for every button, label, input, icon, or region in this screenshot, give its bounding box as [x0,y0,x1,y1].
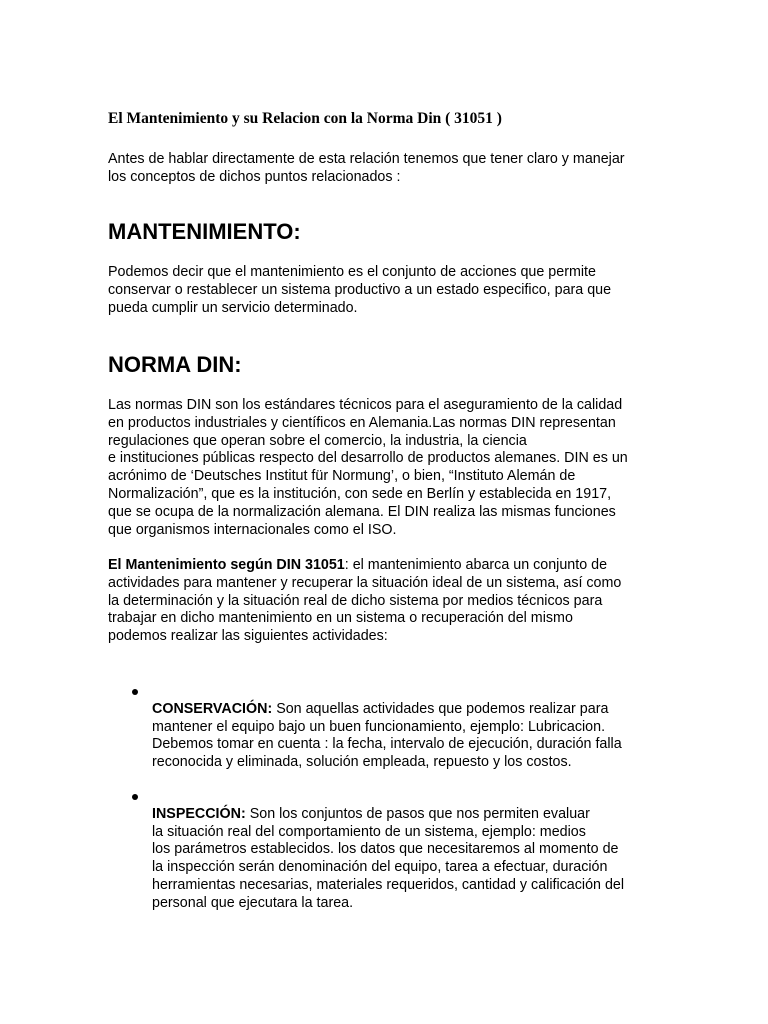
din-31051-text: : el mantenimiento abarca un conjunto de actividades para mantener y recuperar la situación ideal de un sistema, así como la determinación y la situación real de dicho sistema por medios técnicos para trabajar en dicho mantenimiento en un sistema o recuperación del mismo podemos realizar las siguientes actividades: [108,557,622,645]
intro-paragraph: Antes de hablar directamente de esta relación tenemos que tener claro y manejar los conceptos de dichos puntos relacionados : [108,151,625,185]
activity-label: INSPECCIÓN: [152,805,246,822]
section-heading-mantenimiento: MANTENIMIENTO: [108,219,301,244]
section-heading-norma-din: NORMA DIN: [108,352,242,377]
din-31051-paragraph [108,557,621,646]
activity-label: CONSERVACIÓN: [152,700,273,717]
bullet-icon [132,794,138,800]
activity-text: Son los conjuntos de pasos que nos permiten evaluar la situación real del comportamiento de un sistema, ejemplo: medios los parámetros establecidos. los datos que necesitaremos al momento de la inspección serán denominación del equipo, tarea a efectuar, duración herramientas necesarias, materiales requeridos, cantidad y calificación del personal que ejecutara la tarea. [152,805,625,911]
bullet-icon [132,689,138,695]
mantenimiento-paragraph: Podemos decir que el mantenimiento es el conjunto de acciones que permite conservar o restablecer un sistema productivo a un estado especifico, para que pueda cumplir un servicio determinado. [108,264,612,316]
norma-din-paragraph: Las normas DIN son los estándares técnicos para el aseguramiento de la calidad en productos industriales y científicos en Alemania.Las normas DIN representan regulaciones que operan sobre el comercio, la industria, la ciencia e instituciones públicas respecto del desarrollo de productos alemanes. DIN es un acrónimo de ‘Deutsches Institut für Normung’, o bien, “Instituto Alemán de Normalización”, que es la institución, con sede en Berlín y establecida en 1917, que se ocupa de la normalización alemana. El DIN realiza las mismas funciones que organismos internacionales como el ISO. [108,397,628,538]
document-title: El Mantenimiento y su Relacion con la Norma Din ( 31051 ) [108,110,502,127]
din-31051-lead: El Mantenimiento según DIN 31051 [108,557,345,573]
list-item-conservacion [108,683,624,772]
list-item-inspeccion [108,788,624,913]
activity-text: Son aquellas actividades que podemos realizar para mantener el equipo bajo un buen funcionamiento, ejemplo: Lubricacion. Debemos tomar en cuenta : la fecha, intervalo de ejecución, duración falla reconocida y eliminada, solución empleada, repuesto y los costos. [152,700,622,771]
activities-list [108,683,624,913]
